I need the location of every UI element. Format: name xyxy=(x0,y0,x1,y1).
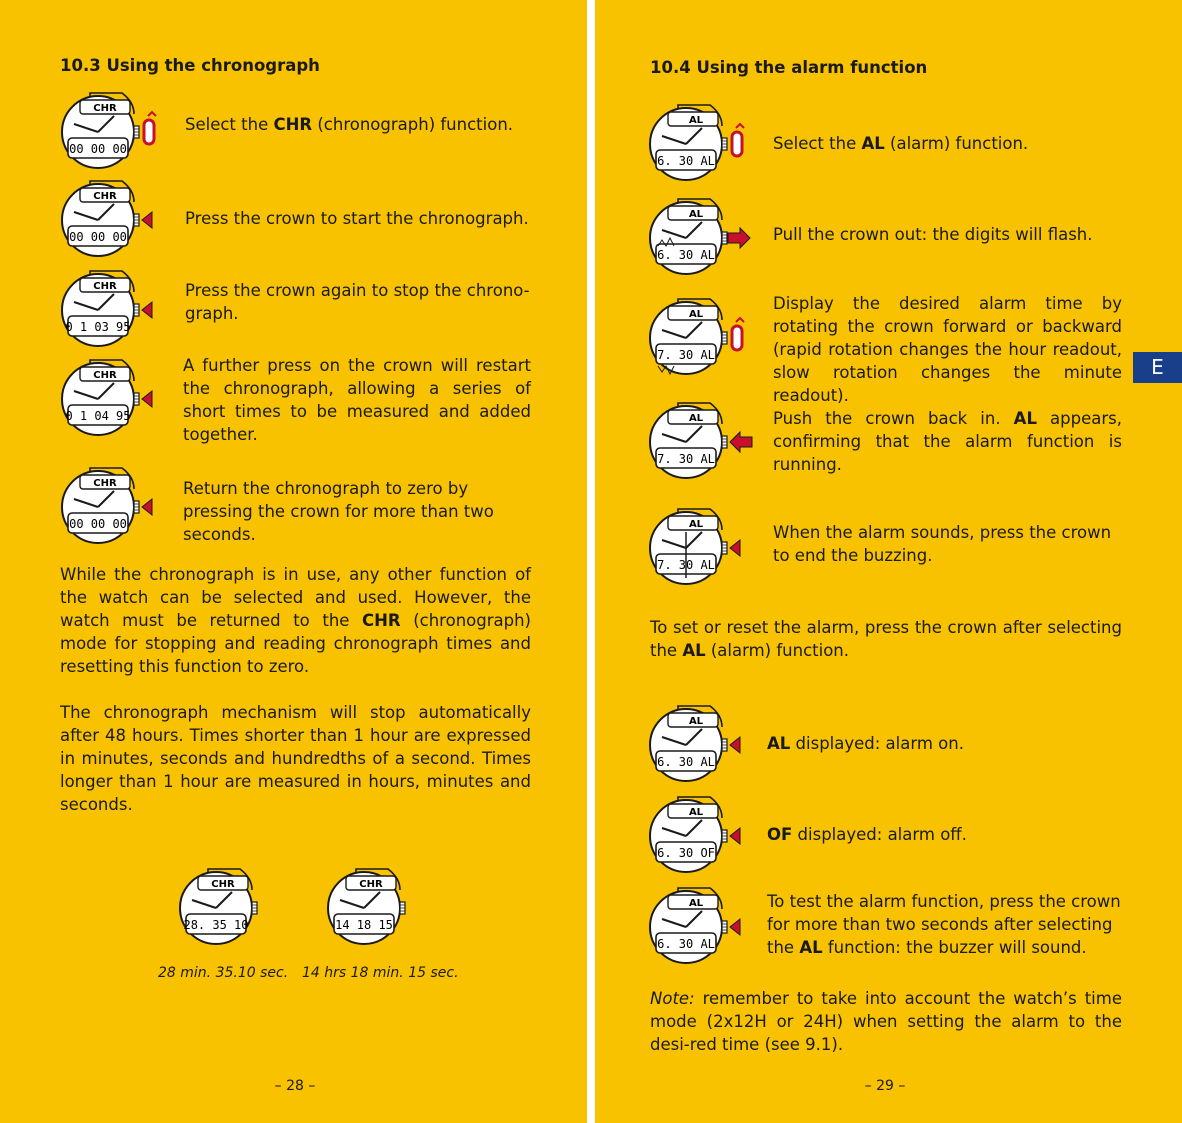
watch-label: CHR xyxy=(359,879,383,890)
chrono-paragraph-2: The chronograph mechanism will stop automatically after 48 hours. Times shorter than 1 hour are expressed in minutes, seconds and hundredths of a second. Times longer than 1 hour are measured in hours, minutes and seconds. xyxy=(60,703,531,814)
watch-icon xyxy=(648,707,758,787)
alarm-test: To test the alarm function, press the crown for more than two seconds after selecting the AL function: the buzzer will sound. xyxy=(767,892,1121,957)
page-number: – 29 – xyxy=(864,1078,906,1094)
example-caption-1: 28 min. 35.10 sec. xyxy=(158,965,289,981)
watch-label: AL xyxy=(688,519,704,530)
watch-label: AL xyxy=(688,309,704,320)
right-page xyxy=(595,0,1182,1123)
alarm-step-5: When the alarm sounds, press the crown to end the buzzing. xyxy=(773,523,1112,565)
chrono-step-1: Select the CHR (chronograph) function. xyxy=(185,115,514,134)
alarm-note: Note: remember to take into account the watch’s time mode (2x12H or 24H) when setting the alarm to the desi-red time (see 9.1). xyxy=(650,989,1122,1054)
watch-digits: 7. 30 AL xyxy=(657,348,715,362)
watch-icon xyxy=(648,200,758,280)
example-caption-2: 14 hrs 18 min. 15 sec. xyxy=(302,965,459,981)
watch-icon xyxy=(60,182,170,262)
watch-digits: 00 00 00 xyxy=(69,230,127,244)
left-page xyxy=(0,0,587,1123)
watch-icon xyxy=(648,798,758,878)
chrono-step-4: A further press on the crown will restart the chronograph, allowing a series of short times to be measured and added together. xyxy=(183,356,531,444)
watch-digits: 00 00 00 xyxy=(69,142,127,156)
watch-icon xyxy=(60,272,170,352)
watch-digits: 0 1 04 95 xyxy=(65,409,131,423)
watch-label: CHR xyxy=(93,191,117,202)
watch-digits: 0 1 03 95 xyxy=(65,320,131,334)
watch-digits: 14 18 15 xyxy=(335,918,393,932)
watch-icon xyxy=(178,870,288,950)
chrono-step-5: Return the chronograph to zero by pressing the crown for more than two seconds. xyxy=(183,479,494,544)
watch-label: AL xyxy=(688,898,704,909)
watch-label: AL xyxy=(688,807,704,818)
watch-label: AL xyxy=(688,115,704,126)
watch-icon xyxy=(648,300,758,380)
watch-label: AL xyxy=(688,716,704,727)
watch-label: CHR xyxy=(93,103,117,114)
watch-icon xyxy=(648,889,758,969)
watch-digits: 6. 30 OF xyxy=(657,846,715,860)
watch-digits: 7. 30 AL xyxy=(657,558,715,572)
watch-digits: 00 00 00 xyxy=(69,517,127,531)
watch-digits: 6. 30 AL xyxy=(657,755,715,769)
alarm-state-off: OF displayed: alarm off. xyxy=(767,825,967,844)
watch-digits: 6. 30 AL xyxy=(657,248,715,262)
section-heading-alarm: 10.4 Using the alarm function xyxy=(650,58,928,77)
watch-label: AL xyxy=(688,413,704,424)
chrono-step-2: Press the crown to start the chronograph. xyxy=(185,209,529,228)
watch-icon xyxy=(326,870,436,950)
watch-digits: 6. 30 AL xyxy=(657,154,715,168)
alarm-step-1: Select the AL (alarm) function. xyxy=(773,134,1029,153)
watch-label: CHR xyxy=(211,879,235,890)
page-number: – 28 – xyxy=(274,1078,316,1094)
alarm-step-3: Display the desired alarm time by rotating the crown forward or backward (rapid rotation changes the hour readout, slow rotation changes the minute readout). xyxy=(773,294,1122,405)
watch-label: CHR xyxy=(93,281,117,292)
watch-digits: 6. 30 AL xyxy=(657,937,715,951)
watch-icon xyxy=(60,469,170,549)
watch-label: CHR xyxy=(93,370,117,381)
alarm-step-2: Pull the crown out: the digits will flash. xyxy=(773,225,1093,244)
chrono-step-3: Press the crown again to stop the chrono- graph. xyxy=(185,281,530,323)
watch-label: AL xyxy=(688,209,704,220)
watch-icon xyxy=(60,94,170,174)
watch-icon xyxy=(648,404,758,484)
chrono-paragraph-1: While the chronograph is in use, any other function of the watch can be selected and used. However, the watch must be returned to the CHR (chronograph) mode for stopping and reading chronograph times and resetting this function to zero. xyxy=(60,565,531,676)
watch-digits: 28. 35 10 xyxy=(183,918,249,932)
alarm-step-4: Push the crown back in. AL appears, confirming that the alarm function is running. xyxy=(773,409,1122,474)
watch-icon xyxy=(648,106,758,186)
watch-digits: 7. 30 AL xyxy=(657,452,715,466)
language-tab: E xyxy=(1133,352,1182,383)
watch-icon xyxy=(60,361,170,441)
watch-label: CHR xyxy=(93,478,117,489)
alarm-state-on: AL displayed: alarm on. xyxy=(767,734,964,753)
alarm-paragraph-1: To set or reset the alarm, press the crown after selecting the AL (alarm) function. xyxy=(650,618,1122,660)
section-heading-chronograph: 10.3 Using the chronograph xyxy=(60,56,320,75)
watch-icon xyxy=(648,510,758,590)
